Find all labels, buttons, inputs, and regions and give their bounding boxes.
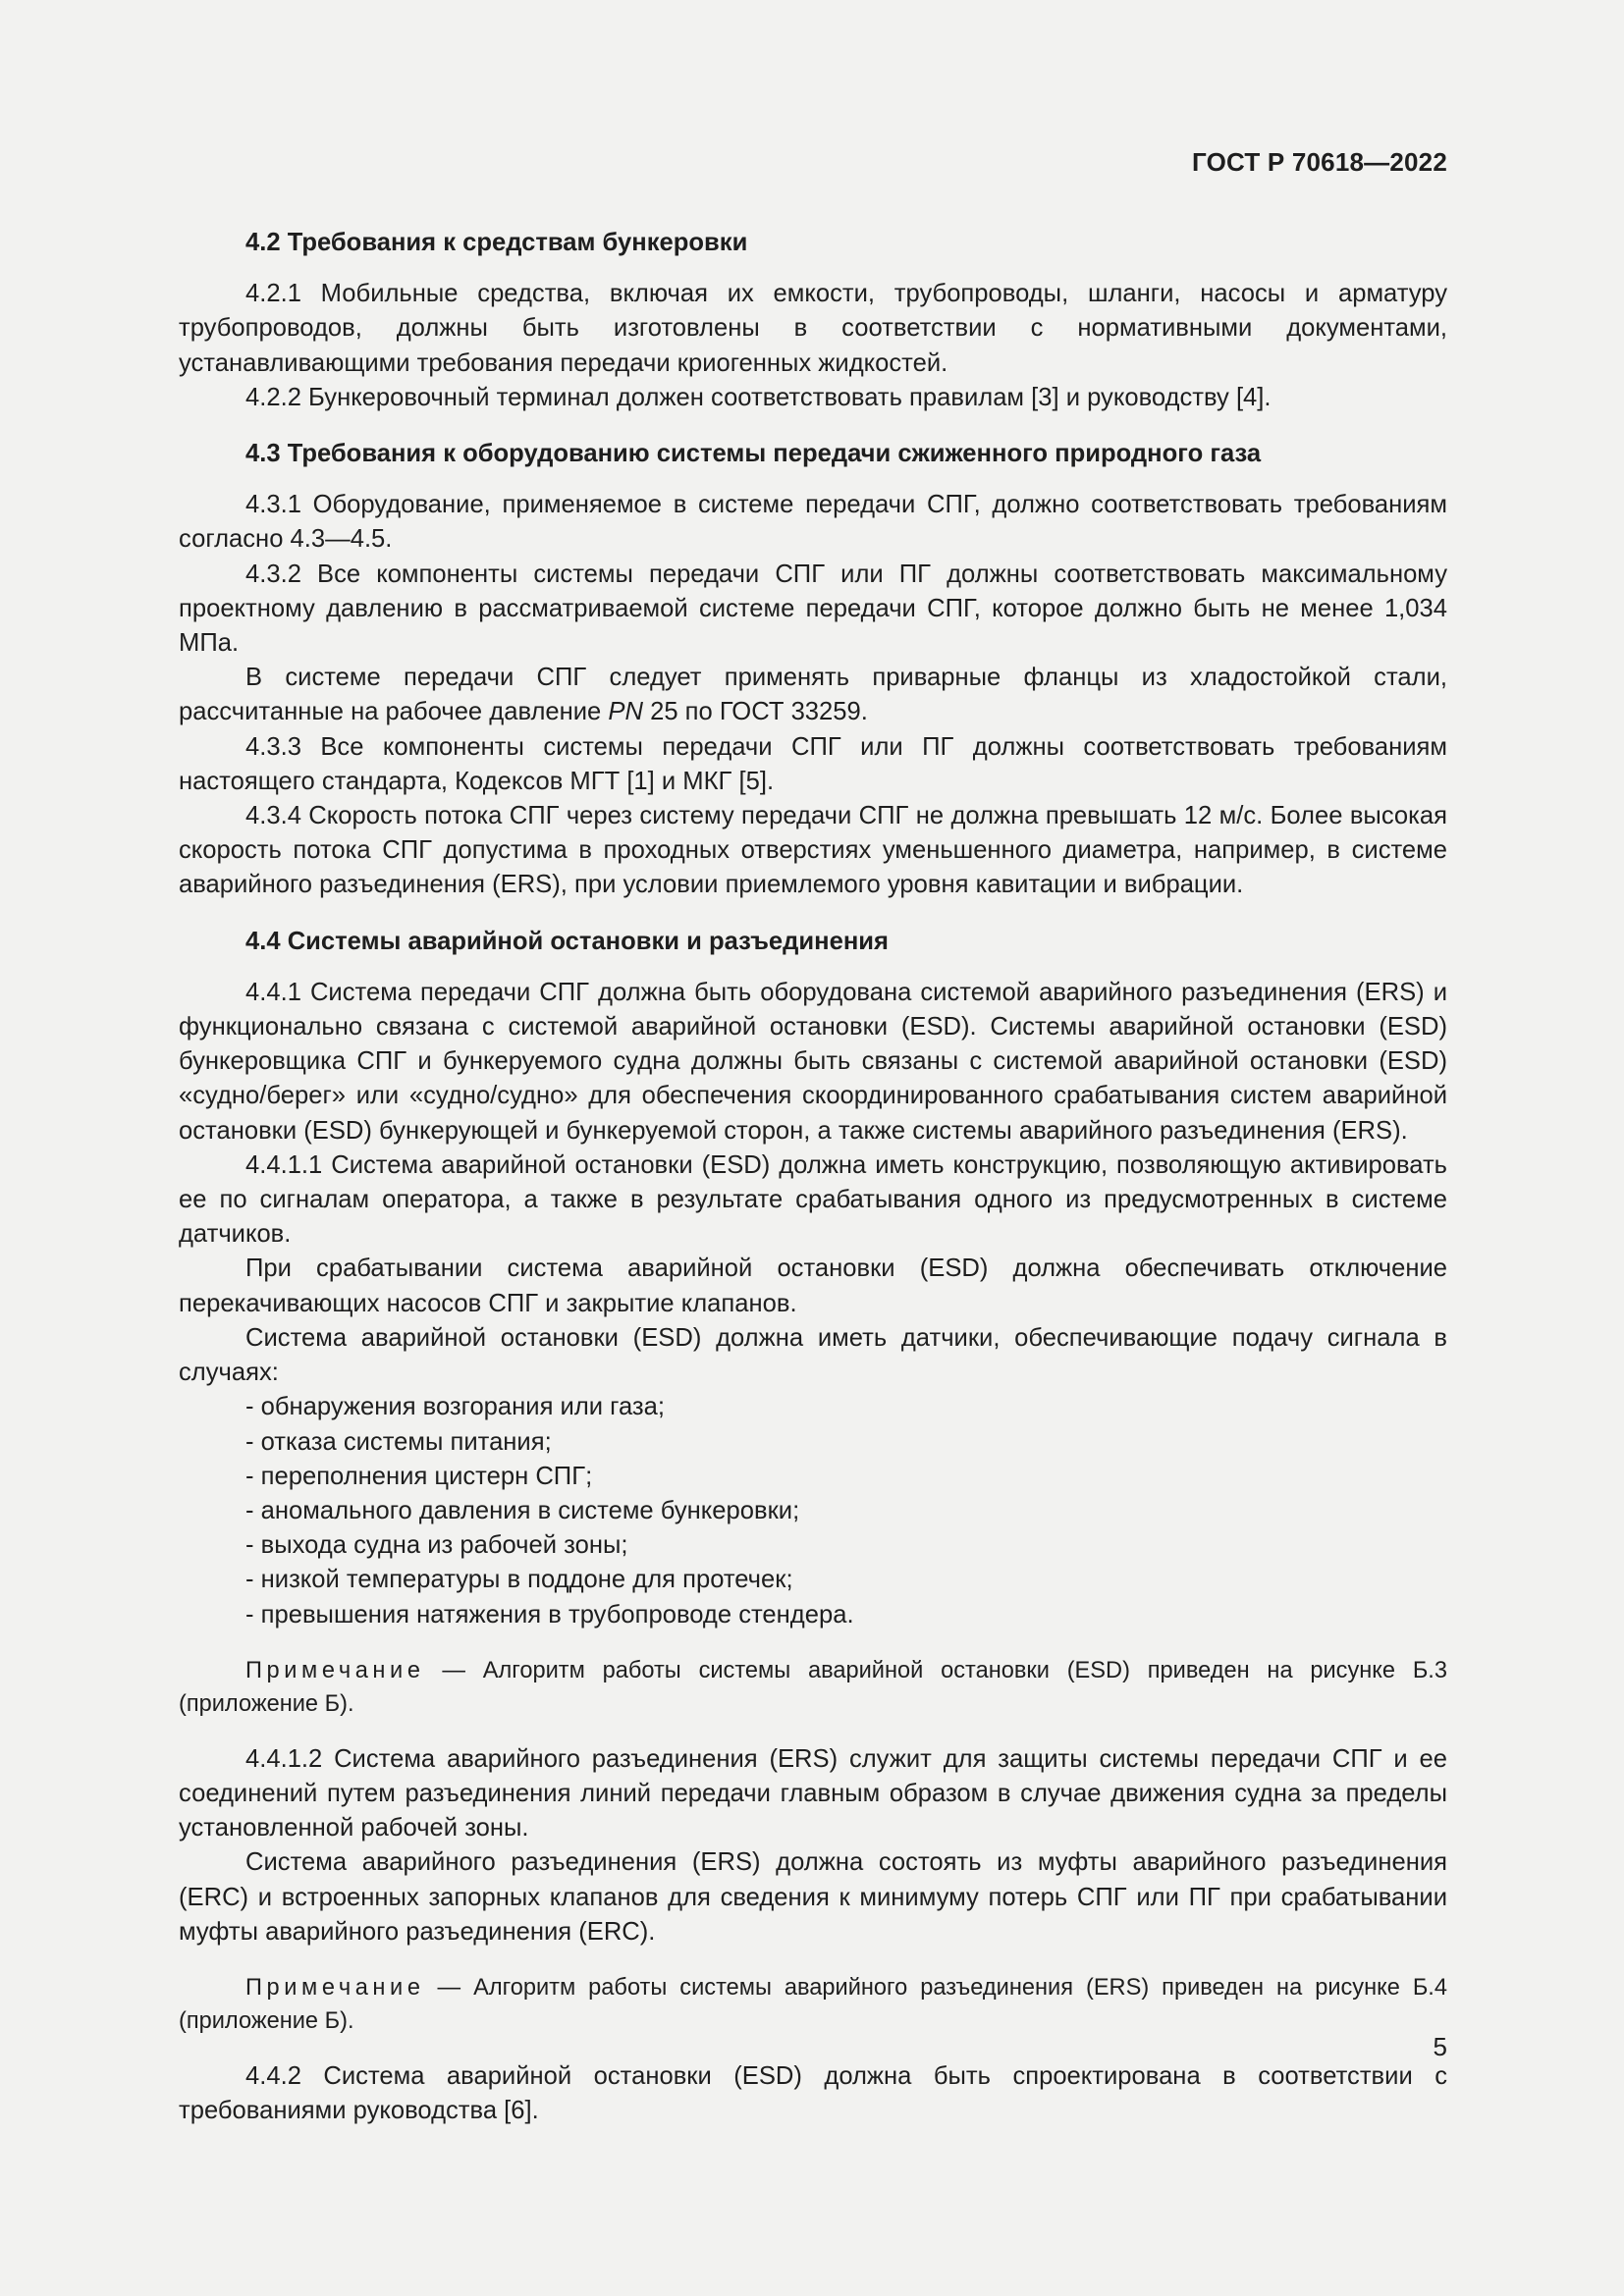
paragraph-4-3-2: 4.3.2 Все компоненты системы передачи СПГ или ПГ должны соответствовать максимальному проектному давлению в рассматриваемой системе передачи СПГ, которое должно быть не менее 1,034 МПа. [179, 560, 1447, 658]
paragraph-esd-sensors: Система аварийной остановки (ESD) должна иметь датчики, обеспечивающие подачу сигнала в случаях: [179, 1323, 1447, 1387]
paragraph-4-4-1-1: 4.4.1.1 Система аварийной остановки (ESD) должна иметь конструкцию, позволяющую активировать ее по сигналам оператора, а также в результате срабатывания одного из предусмотренных в системе датчиков. [179, 1150, 1447, 1249]
paragraph-4-3-2-flanges [179, 661, 1447, 729]
list-item: - переполнения цистерн СПГ; [245, 1462, 593, 1490]
list-item: - отказа системы питания; [245, 1427, 552, 1456]
note-esd-algorithm [179, 1654, 1447, 1721]
flanges-text-pre: В системе передачи СПГ следует применять приварные фланцы из хладостойкой стали, рассчитанные на рабочее давление [179, 664, 1447, 726]
paragraph-4-3-4: 4.3.4 Скорость потока СПГ через систему передачи СПГ не должна превышать 12 м/с. Более высокая скорость потока СПГ допустима в проходных отверстиях уменьшенного диаметра, например, в системе аварийного разъединения (ERS), при условии приемлемого уровня кавитации и вибрации. [179, 802, 1447, 899]
section-4-3-title: 4.3 Требования к оборудованию системы передачи сжиженного природного газа [245, 440, 1262, 468]
note-ers-algorithm [179, 1971, 1447, 2038]
page-number: 5 [1433, 2032, 1447, 2061]
list-item: - превышения натяжения в трубопроводе стендера. [245, 1600, 854, 1629]
note-label: Примечание [245, 1657, 425, 1683]
paragraph-esd-shutdown: При срабатывании система аварийной остановки (ESD) должна обеспечивать отключение перекачивающих насосов СПГ и закрытие клапанов. [179, 1255, 1447, 1317]
paragraph-4-2-2: 4.2.2 Бункеровочный терминал должен соответствовать правилам [3] и руководству [4]. [245, 383, 1272, 411]
note-text: — Алгоритм работы системы аварийной остановки (ESD) приведен на рисунке Б.3 (приложение Б). [179, 1657, 1447, 1717]
list-item: - выхода судна из рабочей зоны; [245, 1531, 628, 1560]
note-text: — Алгоритм работы системы аварийного разъединения (ERS) приведен на рисунке Б.4 (приложение Б). [179, 1974, 1447, 2034]
paragraph-ers-composition: Система аварийного разъединения (ERS) должна состоять из муфты аварийного разъединения (ERC) и встроенных запорных клапанов для сведения к минимуму потерь СПГ или ПГ при срабатывании муфты аварийного разъединения (ERC). [179, 1848, 1447, 1946]
sensor-cases-list [179, 1390, 1447, 1631]
section-4-4-title: 4.4 Системы аварийной остановки и разъединения [245, 927, 889, 955]
paragraph-4-3-1: 4.3.1 Оборудование, применяемое в системе передачи СПГ, должно соответствовать требованиям согласно 4.3—4.5. [179, 491, 1447, 554]
pn-symbol: PN [608, 698, 643, 726]
document-id-header: ГОСТ Р 70618—2022 [1192, 147, 1447, 177]
paragraph-4-4-1: 4.4.1 Система передачи СПГ должна быть оборудована системой аварийного разъединения (ERS) и функционально связана с системой аварийной остановки (ESD). Системы аварийной остановки (ESD) бункеровщика СПГ и бункеруемого судна должны быть связаны с системой аварийной остановки (ESD) «судно/берег» или «судно/судно» для обеспечения скоординированного срабатывания систем аварийной остановки (ESD) бункерующей и бункеруемой сторон, а также системы аварийного разъединения (ERS). [179, 978, 1447, 1145]
paragraph-4-4-1-2: 4.4.1.2 Система аварийного разъединения (ERS) служит для защиты системы передачи СПГ и ее соединений путем разъединения линий передачи главным образом в случае движения судна за пределы установленной рабочей зоны. [179, 1744, 1447, 1842]
paragraph-4-2-1: 4.2.1 Мобильные средства, включая их емкости, трубопроводы, шланги, насосы и арматуру трубопроводов, должны быть изготовлены в соответствии с нормативными документами, устанавливающими требования передачи криогенных жидкостей. [179, 280, 1447, 377]
list-item: - обнаружения возгорания или газа; [245, 1393, 665, 1421]
paragraph-4-4-2: 4.4.2 Система аварийной остановки (ESD) должна быть спроектирована в соответствии с требованиями руководства [6]. [179, 2061, 1447, 2125]
document-body [179, 226, 1447, 2128]
flanges-text-post: 25 по ГОСТ 33259. [642, 698, 868, 726]
list-item: - низкой температуры в поддоне для протечек; [245, 1566, 793, 1594]
note-label: Примечание [245, 1974, 425, 2001]
paragraph-4-3-3: 4.3.3 Все компоненты системы передачи СПГ или ПГ должны соответствовать требованиям настоящего стандарта, Кодексов МГТ [1] и МКГ [5]. [179, 732, 1447, 795]
section-4-2-title: 4.2 Требования к средствам бункеровки [245, 229, 748, 256]
list-item: - аномального давления в системе бункеровки; [245, 1496, 800, 1524]
